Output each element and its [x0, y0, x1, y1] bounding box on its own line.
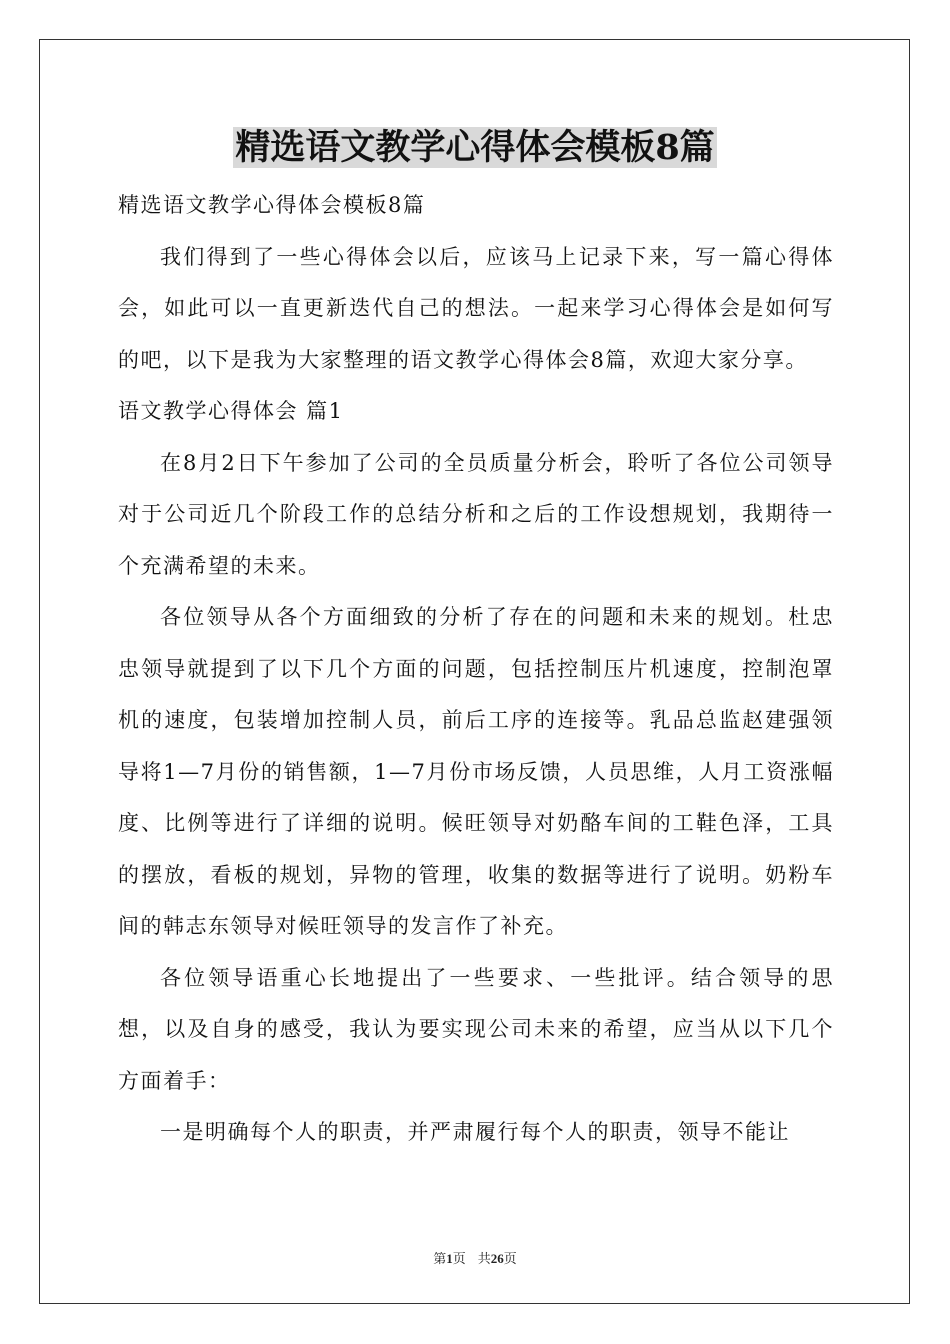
intro-paragraph: 我们得到了一些心得体会以后，应该马上记录下来，写一篇心得体会，如此可以一直更新迭代自己的想法。一起来学习心得体会是如何写的吧，以下是我为大家整理的语文教学心得体会8篇，欢迎大家分享。: [118, 244, 834, 372]
body-paragraph: 一是明确每个人的职责，并严肃履行每个人的职责，领导不能让: [160, 1120, 790, 1144]
document-body: [118, 180, 834, 1159]
body-paragraph: 各位领导语重心长地提出了一些要求、一些批评。结合领导的思想，以及自身的感受，我认为要实现公司未来的希望，应当从以下几个方面着手：: [118, 965, 834, 1093]
footer-page-current: 1: [446, 1251, 453, 1266]
footer-total-suffix: 页: [503, 1251, 517, 1266]
footer-page-prefix: 第: [433, 1251, 447, 1266]
footer-total-prefix: 共: [477, 1251, 491, 1266]
section-heading: 语文教学心得体会 篇1: [118, 399, 344, 423]
footer-page-total: 26: [490, 1251, 504, 1266]
document-subtitle: 精选语文教学心得体会模板8篇: [118, 193, 426, 217]
footer-page-suffix: 页: [452, 1251, 466, 1266]
body-paragraph: 各位领导从各个方面细致的分析了存在的问题和未来的规划。杜忠忠领导就提到了以下几个方面的问题，包括控制压片机速度，控制泡罩机的速度，包装增加控制人员，前后工序的连接等。乳品总监赵建强领导将1—7月份的销售额，1—7月份市场反馈，人员思维，人月工资涨幅度、比例等进行了详细的说明。候旺领导对奶酪车间的工鞋色泽，工具的摆放，看板的规划，异物的管理，收集的数据等进行了说明。奶粉车间的韩志东领导对候旺领导的发言作了补充。: [118, 605, 834, 938]
document-title-text: 精选语文教学心得体会模板8篇: [235, 127, 715, 168]
page-footer: [0, 1248, 950, 1267]
document-title: [0, 126, 950, 170]
body-paragraph: 在8月2日下午参加了公司的全员质量分析会，聆听了各位公司领导对于公司近几个阶段工作的总结分析和之后的工作设想规划，我期待一个充满希望的未来。: [118, 450, 834, 578]
